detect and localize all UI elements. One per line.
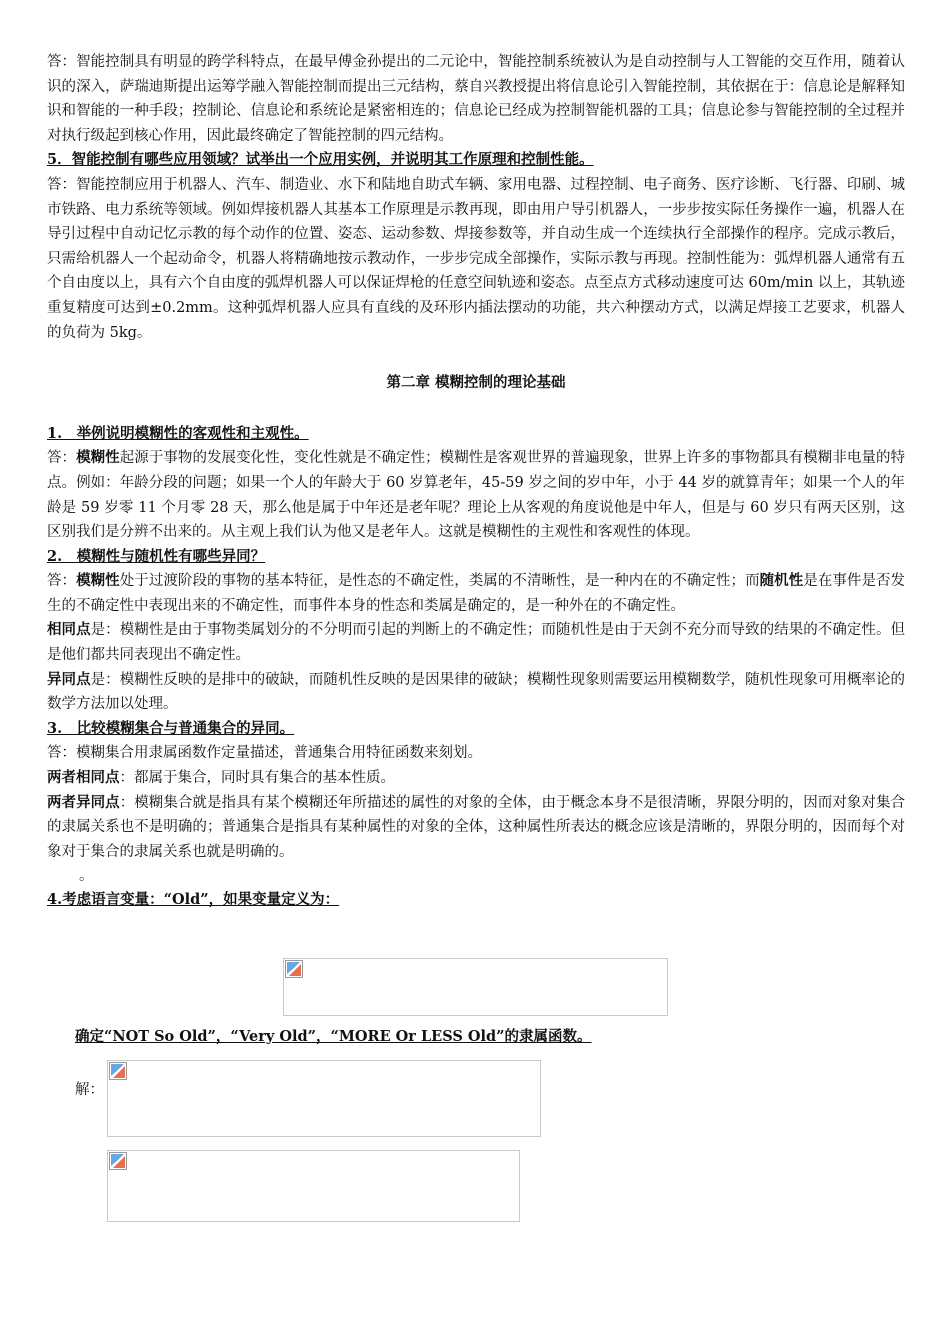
- document-body: [47, 50, 905, 913]
- answer-text: 处于过渡阶段的事物的基本特征，是性态的不确定性，类属的不清晰性，是一种内在的不确定性；而: [119, 573, 760, 590]
- both-same-label: 两者相同点: [47, 769, 120, 787]
- stray-period: 。: [79, 868, 94, 885]
- term-randomness: 随机性: [759, 572, 804, 590]
- ch2-question-1: 1. 举例说明模糊性的客观性和主观性。: [47, 424, 309, 442]
- term-fuzziness: 模糊性: [76, 449, 120, 467]
- question-5: 5．智能控制有哪些应用领域？试举出一个应用实例，并说明其工作原理和控制性能。: [47, 151, 594, 169]
- similarities-label: 相同点: [47, 621, 91, 639]
- ch2-question-2: 2. 模糊性与随机性有哪些异同？: [47, 547, 266, 565]
- solution-image-2: [107, 1150, 520, 1222]
- answer-text: 是在事件是否发生的不确定性中表现出来的不确定性，而事件本身的性态和类属是确定的，是一种外在的不确定性。: [47, 573, 906, 614]
- answer-prefix: 答：: [47, 450, 77, 467]
- old-definition-image: [283, 958, 668, 1016]
- differences-paragraph: [47, 668, 905, 717]
- term-fuzziness: 模糊性: [76, 572, 120, 590]
- solution-image-1: [107, 1060, 541, 1137]
- answer-4-continued: 答：智能控制具有明显的跨学科特点，在最早傅金孙提出的二元论中，智能控制系统被认为是自动控制与人工智能的交互作用，随着认识的深入，萨瑞迪斯提出运筹学融入智能控制而提出三元结构，蔡自兴教授提出将信息论引入智能控制，其依据在于：信息论是解释知识和智能的一种手段；控制论、信息论和系统论是紧密相连的；信息论已经成为控制智能机器的工具；信息论参与智能控制的全过程并对执行级起到核心作用，因此最终确定了智能控制的四元结构。: [47, 54, 905, 144]
- chapter-title: 第二章 模糊控制的理论基础: [386, 374, 566, 392]
- ch2-question-4-sub: 确定“NOT So Old”，“Very Old”，“MORE Or LESS Old”的隶属函数。: [75, 1028, 592, 1045]
- ch2-question-4: 4.考虑语言变量：“Old”，如果变量定义为：: [47, 891, 340, 909]
- broken-image-icon: [109, 1062, 127, 1080]
- solution-label: 解：: [75, 1082, 104, 1098]
- both-same-paragraph: [47, 766, 905, 791]
- answer-text: 起源于事物的发展变化性，变化性就是不确定性；模糊性是客观世界的普遍现象，世界上许多的事物都具有模糊非电量的特点。例如：年龄分段的问题；如果一个人的年龄大于 60 岁算老年，45-59 岁之间的岁中年，小于 44 岁的就算青年；如果一个人的年龄是 59 岁零 11 个月零 28 天，那么他是属于中年还是老年呢？理论上从客观的角度说他是中年人，但是与 60 岁只有两天区别，这区别我们是分辨不出来的。从主观上我们认为他又是老年人。这就是模糊性的主观性和客观性的体现。: [47, 450, 906, 541]
- answer-5: 答：智能控制应用于机器人、汽车、制造业、水下和陆地自助式车辆、家用电器、过程控制、电子商务、医疗诊断、飞行器、印刷、城市铁路、电力系统等领域。例如焊接机器人其基本工作原理是示教再现，即由用户导引机器人，一步步按实际任务操作一遍，机器人在导引过程中自动记忆示教的每个动作的位置、姿态、运动参数、焊接参数等，并自动生成一个连续执行全部操作的程序。完成示教后，只需给机器人一个起动命令，机器人将精确地按示教动作，一步步完成全部操作，实际示教与再现。控制性能为：弧焊机器人通常有五个自由度以上，具有六个自由度的弧焊机器人可以保证焊枪的任意空间轨迹和姿态。点至点方式移动速度可达 60m/min 以上，其轨迹重复精度可达到±0.2mm。这种弧焊机器人应具有直线的及环形内插法摆动的功能，共六种摆动方式，以满足焊接工艺要求，机器人的负荷为 5kg。: [47, 176, 905, 341]
- both-diff-label: 两者异同点: [47, 793, 120, 811]
- similarities-text: 是：模糊性是由于事物类属划分的不分明而引起的判断上的不确定性；而随机性是由于天剑不充分而导致的结果的不确定性。但是他们都共同表现出不确定性。: [47, 622, 906, 664]
- broken-image-icon: [109, 1152, 127, 1170]
- both-diff-paragraph: [47, 791, 905, 865]
- similarities-paragraph: [47, 618, 905, 667]
- differences-label: 异同点: [47, 670, 91, 688]
- answer-prefix: 答：: [47, 573, 77, 590]
- ch2-answer-2: [47, 569, 905, 618]
- ch2-question-3: 3. 比较模糊集合与普通集合的异同。: [47, 719, 295, 737]
- ch2-answer-3: 答：模糊集合用隶属函数作定量描述，普通集合用特征函数来刻划。: [47, 745, 482, 762]
- both-same-text: ：都属于集合，同时具有集合的基本性质。: [119, 770, 395, 787]
- ch2-answer-1: [47, 446, 905, 544]
- differences-text: 是：模糊性反映的是排中的破缺，而随机性反映的是因果律的破缺；模糊性现象则需要运用模糊数学，随机性现象可用概率论的数学方法加以处理。: [47, 671, 906, 713]
- broken-image-icon: [285, 960, 303, 978]
- both-diff-text: ：模糊集合就是指具有某个模糊还年所描述的属性的对象的全体，由于概念本身不是很清晰，界限分明的，因而对象对集合的隶属关系也不是明确的；普通集合是指具有某种属性的对象的全体，这种属性所表达的概念应该是清晰的，界限分明的，因而每个对象对于集合的隶属关系也就是明确的。: [47, 794, 905, 860]
